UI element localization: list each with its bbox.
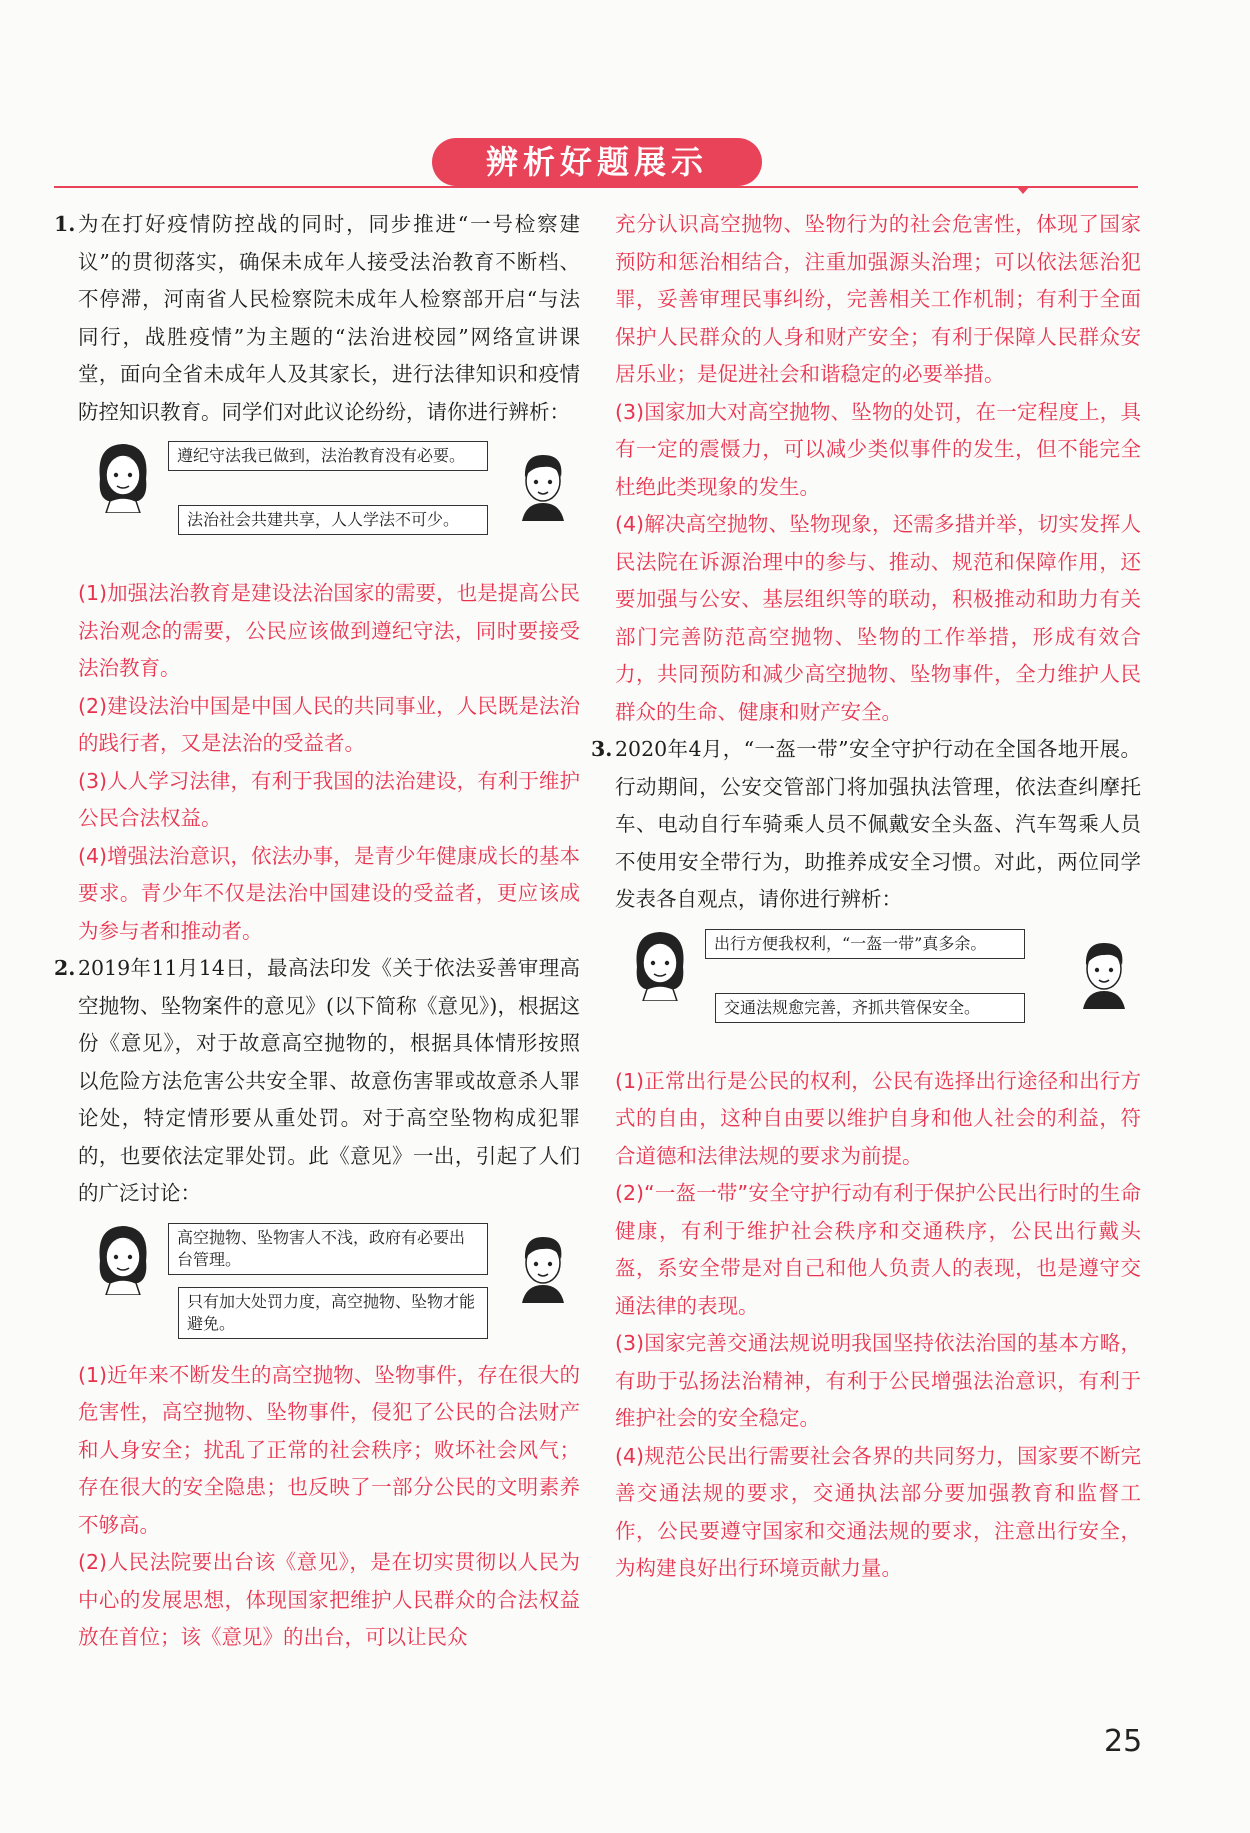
girl-cartoon-icon xyxy=(92,1221,154,1295)
boy-speech-bubble: 只有加大处罚力度，高空抛物、坠物才能避免。 xyxy=(178,1287,488,1339)
question-2-dialogue xyxy=(78,1217,580,1347)
question-2 xyxy=(54,950,580,1213)
question-1-answer-3: (3)人人学习法律，有利于我国的法治建设，有利于维护公民合法权益。 xyxy=(78,768,580,830)
question-2-answer-4: (4)解决高空抛物、坠物现象，还需多措并举，切实发挥人民法院在诉源治理中的参与、推动、规范和保障作用，还要加强与公安、基层组织等的联动，积极推动和助力有关部门完善防范高空抛物、坠物的工作举措，形成有效合力，共同预防和减少高空抛物、坠物事件，全力维护人民群众的生命、健康和财产安全。 xyxy=(615,512,1141,724)
right-column xyxy=(591,206,1141,1588)
page-number: 25 xyxy=(1104,1724,1143,1759)
question-3-number: 3. xyxy=(591,737,613,761)
question-1-text: 为在打好疫情防控战的同时，同步推进“一号检察建议”的贯彻落实，确保未成年人接受法治教育不断档、不停滞，河南省人民检察院未成年人检察部开启“与法同行，战胜疫情”为主题的“法治进校园”网络宣讲课堂，面向全省未成年人及其家长，进行法律知识和疫情防控知识教育。同学们对此议论纷纷，请你进行辨析： xyxy=(78,212,580,424)
question-3-dialogue xyxy=(615,923,1141,1053)
question-1-dialogue xyxy=(78,435,580,565)
question-2-answer-2-continued: 充分认识高空抛物、坠物行为的社会危害性，体现了国家预防和惩治相结合，注重加强源头治理；可以依法惩治犯罪，妥善审理民事纠纷，完善相关工作机制；有利于全面保护人民群众的人身和财产安全；有利于保障人民群众安居乐业；是促进社会和谐稳定的必要举措。 xyxy=(615,212,1141,386)
section-title-banner: 辨析好题展示 xyxy=(432,138,762,186)
girl-cartoon-icon xyxy=(92,439,154,513)
question-2-answer-2: (2)人民法院要出台该《意见》，是在切实贯彻以人民为中心的发展思想，体现国家把维护人民群众的合法权益放在首位；该《意见》的出台，可以让民众 xyxy=(78,1550,580,1649)
question-1-answer-2: (2)建设法治中国是中国人民的共同事业，人民既是法治的践行者，又是法治的受益者。 xyxy=(78,693,580,755)
girl-speech-bubble: 高空抛物、坠物害人不浅，政府有必要出台管理。 xyxy=(168,1223,488,1275)
question-3 xyxy=(591,731,1141,919)
question-2-text: 2019年11月14日，最高法印发《关于依法妥善审理高空抛物、坠物案件的意见》(以下简称《意见》)，根据这份《意见》，对于故意高空抛物的，根据具体情形按照以危险方法危害公共安全罪、故意伤害罪或故意杀人罪论处，特定情形要从重处罚。对于高空坠物构成犯罪的，也要依法定罪处罚。此《意见》一出，引起了人们的广泛讨论： xyxy=(78,956,580,1205)
girl-cartoon-icon xyxy=(629,927,691,1001)
question-3-text: 2020年4月，“一盔一带”安全守护行动在全国各地开展。行动期间，公安交管部门将加强执法管理，依法查纠摩托车、电动自行车骑乘人员不佩戴安全头盔、汽车驾乘人员不使用安全带行为，助推养成安全习惯。对此，两位同学发表各自观点，请你进行辨析： xyxy=(615,737,1141,911)
boy-cartoon-icon xyxy=(512,1229,574,1303)
girl-speech-bubble: 遵纪守法我已做到，法治教育没有必要。 xyxy=(168,441,488,471)
question-2-number: 2. xyxy=(54,956,76,980)
question-3-answer-4: (4)规范公民出行需要社会各界的共同努力，国家要不断完善交通法规的要求，交通执法部分要加强教育和监督工作，公民要遵守国家和交通法规的要求，注意出行安全，为构建良好出行环境贡献力量。 xyxy=(615,1443,1141,1580)
question-2-answer-3: (3)国家加大对高空抛物、坠物的处罚，在一定程度上，具有一定的震慑力，可以减少类似事件的发生，但不能完全杜绝此类现象的发生。 xyxy=(615,399,1141,499)
question-3-answer-1: (1)正常出行是公民的权利，公民有选择出行途径和出行方式的自由，这种自由要以维护自身和他人社会的利益，符合道德和法律法规的要求为前提。 xyxy=(615,1068,1141,1168)
boy-speech-bubble: 法治社会共建共享，人人学法不可少。 xyxy=(178,505,488,535)
question-1-number: 1. xyxy=(54,212,76,236)
boy-cartoon-icon xyxy=(1073,935,1135,1009)
header-divider-notch xyxy=(1016,186,1030,194)
boy-cartoon-icon xyxy=(512,447,574,521)
question-1-answer-4: (4)增强法治意识，依法办事，是青少年健康成长的基本要求。青少年不仅是法治中国建设的受益者，更应该成为参与者和推动者。 xyxy=(78,843,580,943)
question-1 xyxy=(54,206,580,431)
boy-speech-bubble: 交通法规愈完善，齐抓共管保安全。 xyxy=(715,993,1025,1023)
question-3-answer-2: (2)“一盔一带”安全守护行动有利于保护公民出行时的生命健康，有利于维护社会秩序和交通秩序，公民出行戴头盔，系安全带是对自己和他人负责人的表现，也是遵守交通法律的表现。 xyxy=(615,1181,1141,1318)
girl-speech-bubble: 出行方便我权利，“一盔一带”真多余。 xyxy=(705,929,1025,959)
question-2-answer-1: (1)近年来不断发生的高空抛物、坠物事件，存在很大的危害性，高空抛物、坠物事件，侵犯了公民的合法财产和人身安全；扰乱了正常的社会秩序；败坏社会风气；存在很大的安全隐患；也反映了一部分公民的文明素养不够高。 xyxy=(78,1362,580,1537)
left-column xyxy=(54,206,580,1657)
question-3-answer-3: (3)国家完善交通法规说明我国坚持依法治国的基本方略，有助于弘扬法治精神，有利于公民增强法治意识，有利于维护社会的安全稳定。 xyxy=(615,1331,1141,1430)
question-1-answer-1: (1)加强法治教育是建设法治国家的需要，也是提高公民法治观念的需要，公民应该做到遵纪守法，同时要接受法治教育。 xyxy=(78,581,580,680)
header-divider xyxy=(54,186,1138,188)
